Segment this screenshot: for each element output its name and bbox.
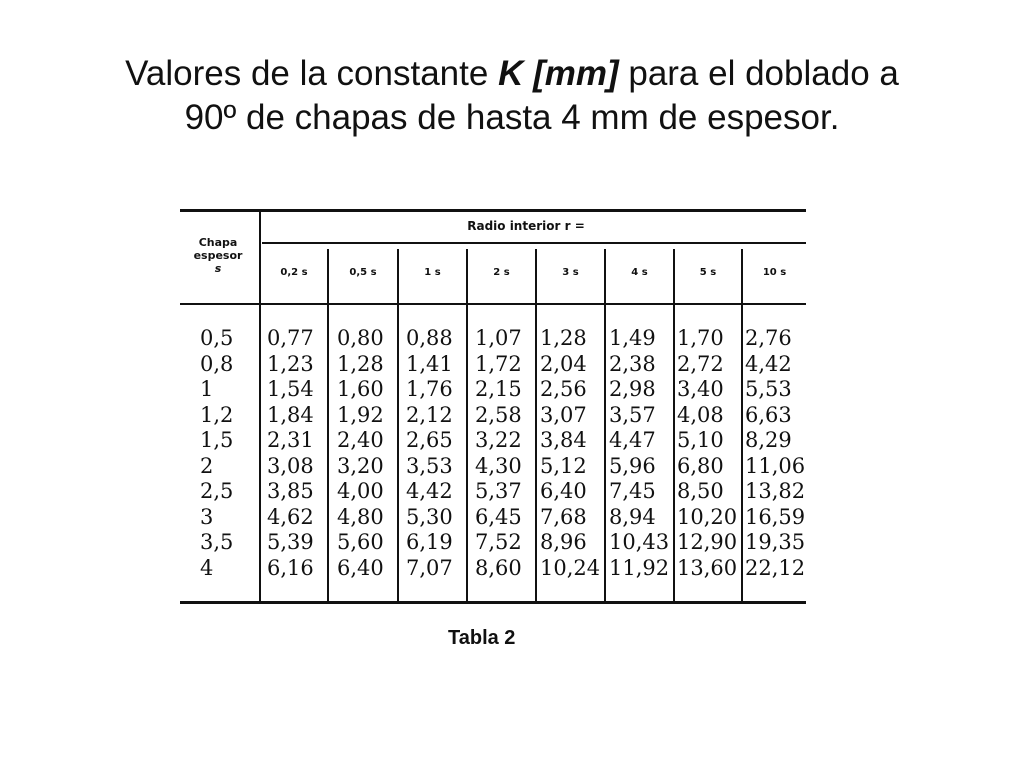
value-cell: 4,80 <box>337 504 384 529</box>
value-cell: 4,62 <box>267 504 314 529</box>
value-cell: 16,59 <box>745 504 806 529</box>
thickness-cell: 1,5 <box>200 428 234 452</box>
value-cell: 2,40 <box>337 428 384 452</box>
value-cell: 13,60 <box>677 555 738 580</box>
value-cell: 2,15 <box>475 377 522 401</box>
value-cell: 3,07 <box>540 402 587 427</box>
value-cell: 6,45 <box>475 504 522 529</box>
value-cell: 3,57 <box>609 402 656 427</box>
value-cell: 4,42 <box>745 351 792 376</box>
value-cell: 6,40 <box>337 555 384 580</box>
value-cell: 2,58 <box>475 402 522 427</box>
thickness-cell: 1 <box>200 377 214 401</box>
value-cell: 2,72 <box>677 351 724 376</box>
slide-title <box>40 52 984 140</box>
value-cell: 22,12 <box>745 555 806 580</box>
thickness-header-line2: espesor <box>193 249 243 262</box>
value-cell: 5,53 <box>745 377 792 401</box>
title-text-part2: para el doblado a <box>618 54 899 93</box>
value-cell: 4,42 <box>406 479 453 503</box>
value-cell: 6,80 <box>677 453 724 478</box>
value-cell: 11,06 <box>745 453 806 478</box>
value-cell: 8,50 <box>677 479 724 503</box>
k-constant-table <box>176 206 808 608</box>
value-column-4s <box>609 326 671 581</box>
value-cell: 5,39 <box>267 530 314 554</box>
col-divider-4 <box>535 249 537 601</box>
value-cell: 1,92 <box>337 402 384 427</box>
col-header-1s: 1 s <box>424 267 441 278</box>
value-column-5s <box>677 326 739 581</box>
value-cell: 10,24 <box>540 555 601 580</box>
value-cell: 1,54 <box>267 377 314 401</box>
col-header-10s: 10 s <box>762 267 787 278</box>
value-cell: 3,22 <box>475 428 522 452</box>
value-cell: 1,84 <box>267 402 314 427</box>
value-cell: 10,20 <box>677 504 738 529</box>
value-cell: 4,00 <box>337 479 384 503</box>
value-cell: 5,60 <box>337 530 384 554</box>
col-divider-5 <box>604 249 606 601</box>
value-cell: 6,16 <box>267 555 314 580</box>
value-cell: 5,96 <box>609 453 656 478</box>
value-cell: 5,12 <box>540 453 587 478</box>
value-cell: 2,38 <box>609 351 656 376</box>
value-cell: 3,08 <box>267 453 314 478</box>
thickness-cell: 0,5 <box>200 326 234 350</box>
table-caption: Tabla 2 <box>448 627 516 649</box>
value-cell: 2,31 <box>267 428 314 452</box>
value-cell: 5,10 <box>677 428 724 452</box>
value-column-0-5s <box>337 326 395 581</box>
value-cell: 11,92 <box>609 555 670 580</box>
value-cell: 0,80 <box>337 326 384 350</box>
value-column-2s <box>475 326 533 581</box>
thickness-cell: 0,8 <box>200 351 234 376</box>
title-line2: 90º de chapas de hasta 4 mm de espesor. <box>184 98 840 137</box>
value-cell: 5,37 <box>475 479 522 503</box>
value-cell: 2,56 <box>540 377 587 401</box>
value-cell: 1,28 <box>540 326 587 350</box>
value-cell: 8,29 <box>745 428 792 452</box>
value-cell: 6,40 <box>540 479 587 503</box>
value-cell: 1,41 <box>406 351 453 376</box>
value-cell: 1,76 <box>406 377 453 401</box>
value-cell: 8,60 <box>475 555 522 580</box>
value-cell: 19,35 <box>745 530 806 554</box>
value-cell: 1,70 <box>677 326 724 350</box>
value-cell: 3,85 <box>267 479 314 503</box>
value-cell: 1,28 <box>337 351 384 376</box>
value-cell: 7,45 <box>609 479 656 503</box>
col-header-5s: 5 s <box>699 267 717 278</box>
thickness-cell: 4 <box>200 555 214 580</box>
value-column-10s <box>745 326 807 581</box>
value-cell: 1,07 <box>475 326 522 350</box>
thickness-header-line1: Chapa <box>198 236 238 249</box>
value-cell: 7,07 <box>406 555 453 580</box>
value-cell: 6,63 <box>745 402 792 427</box>
col-divider-7 <box>741 249 743 601</box>
value-cell: 3,84 <box>540 428 587 452</box>
value-cell: 2,98 <box>609 377 656 401</box>
col-header-4s: 4 s <box>631 267 648 278</box>
value-column-0-2s <box>267 326 325 581</box>
value-cell: 7,52 <box>475 530 522 554</box>
value-cell: 2,65 <box>406 428 453 452</box>
value-cell: 1,72 <box>475 351 522 376</box>
header-bottom-rule <box>180 303 806 305</box>
value-cell: 1,49 <box>609 326 656 350</box>
value-cell: 3,53 <box>406 453 453 478</box>
title-constant-k: K [mm] <box>498 54 619 93</box>
value-cell: 3,20 <box>337 453 384 478</box>
thickness-column <box>200 326 254 581</box>
value-cell: 6,19 <box>406 530 453 554</box>
table-bottom-rule <box>180 601 806 604</box>
thickness-cell: 3 <box>200 504 214 529</box>
thickness-cell: 2,5 <box>200 479 234 503</box>
value-column-3s <box>540 326 602 581</box>
value-cell: 8,96 <box>540 530 587 554</box>
value-cell: 3,40 <box>677 377 724 401</box>
col-divider-2 <box>397 249 399 601</box>
value-column-1s <box>406 326 464 581</box>
value-cell: 13,82 <box>745 479 806 503</box>
value-cell: 7,68 <box>540 504 587 529</box>
group-header-rule <box>262 242 806 244</box>
value-cell: 8,94 <box>609 504 656 529</box>
value-cell: 2,04 <box>540 351 587 376</box>
col-header-3s: 3 s <box>562 267 579 278</box>
value-cell: 4,47 <box>609 428 656 452</box>
value-cell: 5,30 <box>406 504 453 529</box>
value-cell: 10,43 <box>609 530 670 554</box>
table-top-rule <box>180 209 806 212</box>
title-text-part1: Valores de la constante <box>125 54 499 93</box>
col-divider-3 <box>466 249 468 601</box>
thickness-cell: 2 <box>200 453 214 478</box>
thickness-cell: 1,2 <box>200 402 234 427</box>
thickness-header <box>178 236 258 275</box>
inner-radius-header: Radio interior r = <box>467 219 585 233</box>
value-cell: 4,08 <box>677 402 724 427</box>
col-divider-6 <box>673 249 675 601</box>
value-cell: 12,90 <box>677 530 738 554</box>
col-header-0-2s: 0,2 s <box>280 267 308 278</box>
value-cell: 1,60 <box>337 377 384 401</box>
col-header-2s: 2 s <box>493 267 510 278</box>
value-cell: 2,12 <box>406 402 453 427</box>
value-cell: 0,77 <box>267 326 314 350</box>
value-cell: 2,76 <box>745 326 792 350</box>
value-cell: 0,88 <box>406 326 453 350</box>
value-cell: 4,30 <box>475 453 522 478</box>
col-divider-1 <box>327 249 329 601</box>
thickness-header-symbol: s <box>214 262 222 275</box>
value-cell: 1,23 <box>267 351 314 376</box>
thickness-cell: 3,5 <box>200 530 234 554</box>
col-header-0-5s: 0,5 s <box>349 267 377 278</box>
